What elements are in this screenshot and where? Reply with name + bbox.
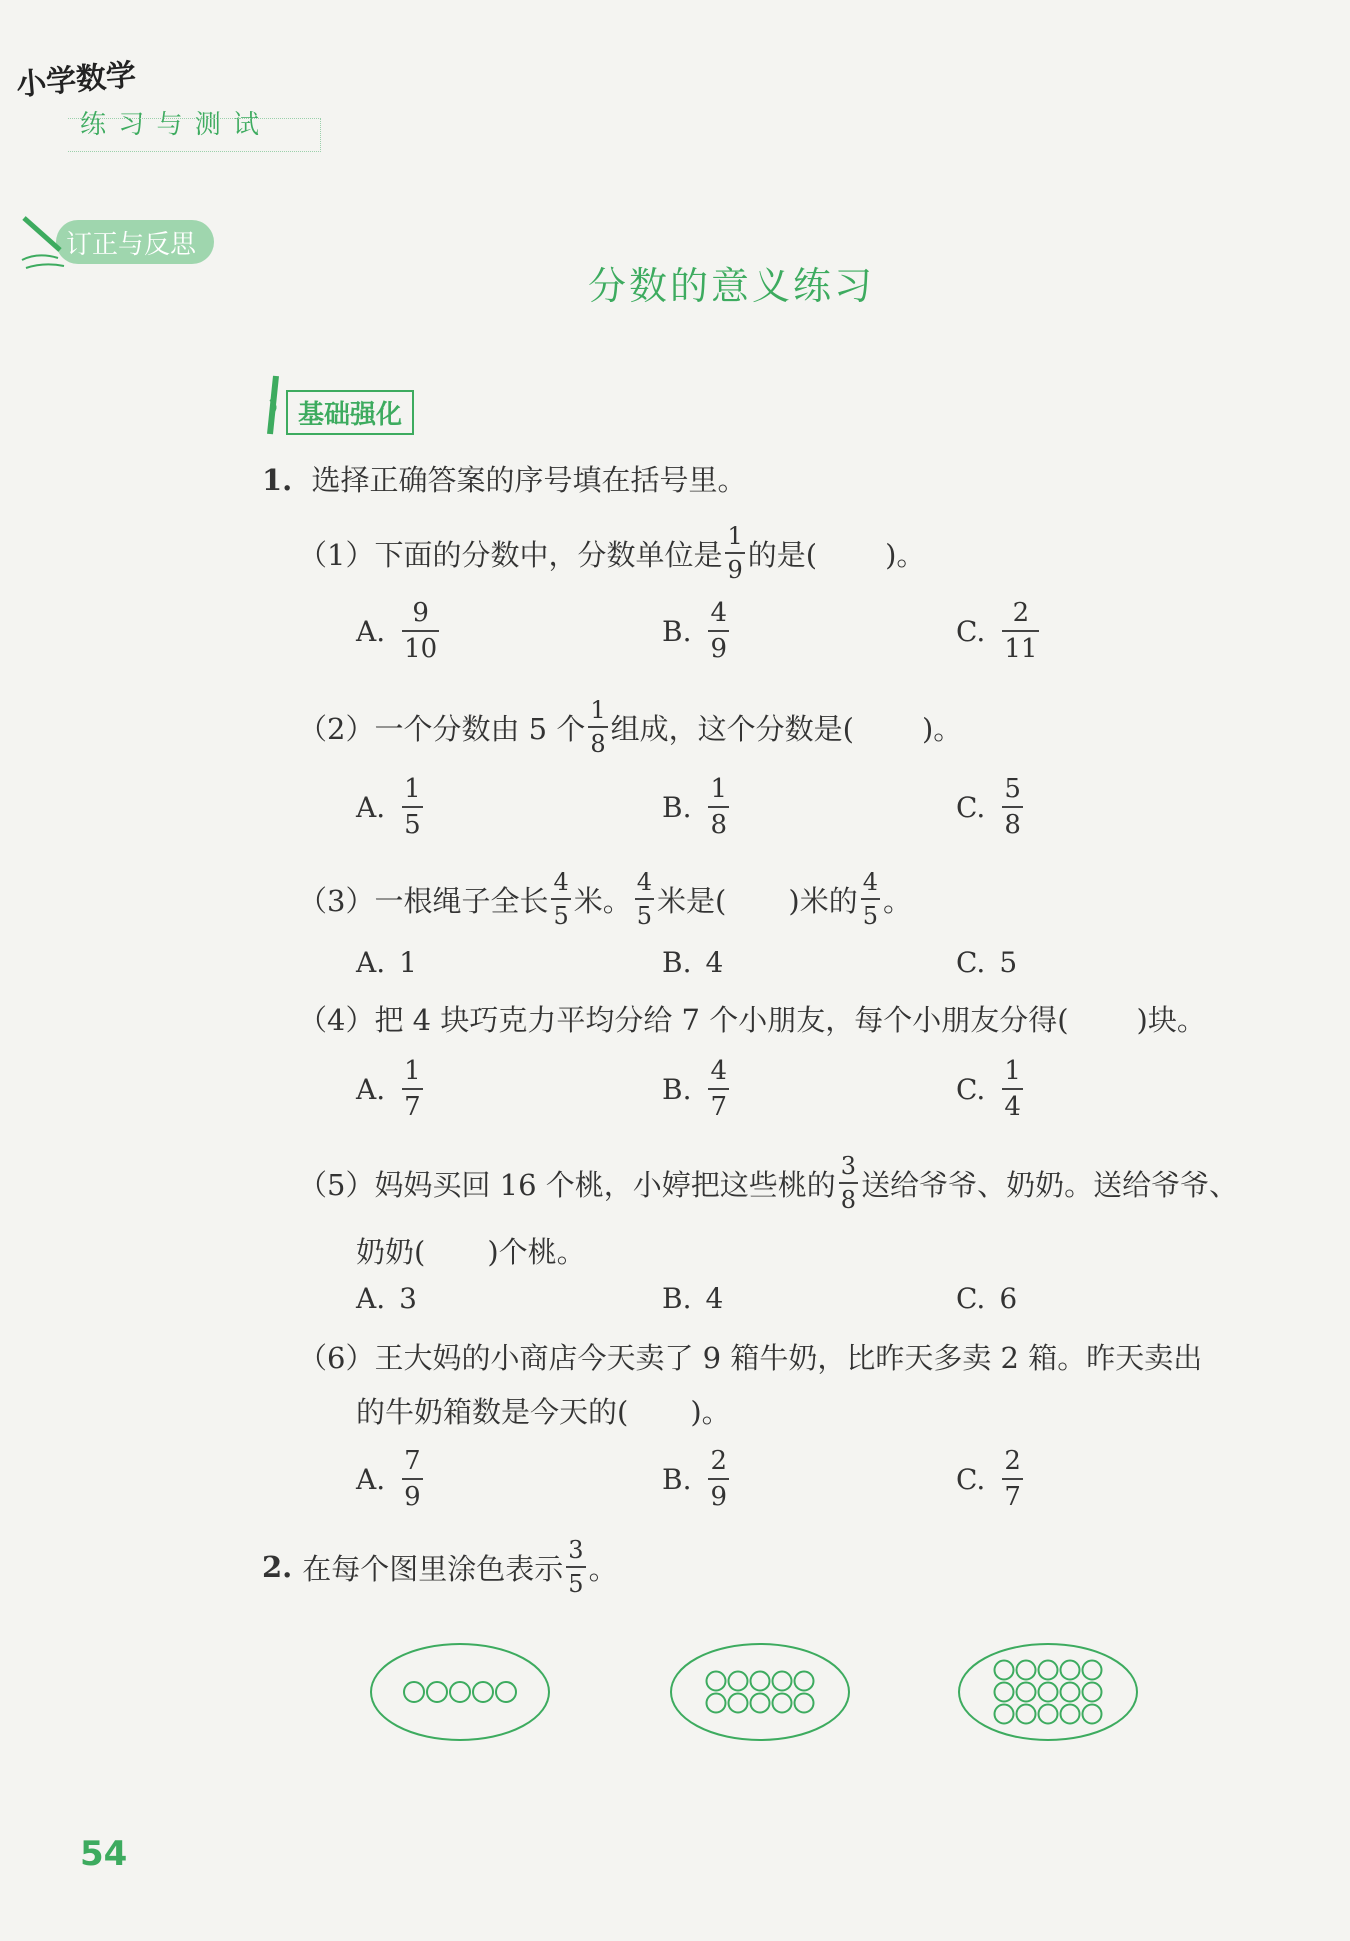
small-circle[interactable] bbox=[1017, 1705, 1036, 1724]
sub-text: )。 bbox=[690, 1395, 731, 1429]
sidebar-label-text: 订正与反思 bbox=[66, 230, 197, 260]
sub-text: )块。 bbox=[1136, 1003, 1206, 1037]
option-c[interactable]: C. $\frac{5}{8}$ bbox=[956, 774, 1021, 840]
sub-index: （6） bbox=[298, 1341, 375, 1375]
small-circle[interactable] bbox=[1039, 1661, 1058, 1680]
small-circle[interactable] bbox=[1039, 1683, 1058, 1702]
subquestion-2 bbox=[298, 698, 962, 756]
small-circle[interactable] bbox=[795, 1694, 814, 1713]
small-circle[interactable] bbox=[707, 1672, 726, 1691]
small-circle[interactable] bbox=[1083, 1705, 1102, 1724]
question-text: 。 bbox=[588, 1551, 618, 1586]
option-b[interactable]: B. 4 bbox=[662, 1282, 724, 1315]
sub-text: 奶奶( bbox=[356, 1235, 426, 1269]
option-c[interactable]: C. 5 bbox=[956, 946, 1018, 979]
question-number: 1. bbox=[262, 463, 293, 497]
sub-index: （4） bbox=[298, 1003, 375, 1037]
series-subtitle: 练 习 与 测 试 bbox=[80, 110, 262, 140]
series-title: 小学数学 bbox=[14, 57, 138, 104]
small-circle[interactable] bbox=[995, 1661, 1014, 1680]
subquestion-1 bbox=[298, 524, 925, 582]
section-title: 基础强化 bbox=[286, 390, 414, 435]
small-circle[interactable] bbox=[1017, 1683, 1036, 1702]
fraction: $\frac{4}{5}$ bbox=[636, 868, 653, 930]
sub-text: 。 bbox=[882, 883, 912, 918]
sub-text: 一个分数由 5 个 bbox=[374, 711, 586, 746]
small-circle[interactable] bbox=[995, 1705, 1014, 1724]
figure-1[interactable] bbox=[368, 1640, 552, 1744]
small-circle[interactable] bbox=[450, 1682, 470, 1702]
sub-text: 的牛奶箱数是今天的( bbox=[356, 1395, 629, 1429]
subquestion-5 bbox=[298, 1154, 1238, 1212]
option-b[interactable]: B. $\frac{1}{8}$ bbox=[662, 774, 728, 840]
question-text: 选择正确答案的序号填在括号里。 bbox=[311, 463, 747, 497]
option-b[interactable]: B. $\frac{2}{9}$ bbox=[662, 1446, 728, 1512]
small-circle[interactable] bbox=[751, 1672, 770, 1691]
option-c[interactable]: C. $\frac{2}{7}$ bbox=[956, 1446, 1021, 1512]
small-circle[interactable] bbox=[1039, 1705, 1058, 1724]
small-circle[interactable] bbox=[1083, 1683, 1102, 1702]
figure-2[interactable] bbox=[668, 1640, 852, 1744]
subquestion-5-line2 bbox=[356, 1230, 586, 1271]
option-c[interactable]: C. 6 bbox=[956, 1282, 1018, 1315]
sub-text: 妈妈买回 16 个桃，小婷把这些桃的 bbox=[374, 1167, 836, 1202]
figure-outline bbox=[371, 1644, 549, 1740]
small-circle[interactable] bbox=[729, 1672, 748, 1691]
option-c[interactable]: C. $\frac{2}{11}$ bbox=[956, 598, 1038, 664]
fraction: $\frac{3}{8}$ bbox=[840, 1152, 857, 1214]
sub-text: 送给爷爷、奶奶。送给爷爷、 bbox=[861, 1167, 1239, 1202]
fraction: $\frac{1}{9}$ bbox=[727, 522, 743, 584]
small-circle[interactable] bbox=[1061, 1683, 1080, 1702]
fraction: $\frac{4}{5}$ bbox=[553, 868, 569, 930]
option-b[interactable]: B. $\frac{4}{7}$ bbox=[662, 1056, 728, 1122]
small-circle[interactable] bbox=[773, 1694, 792, 1713]
question-2 bbox=[262, 1538, 618, 1596]
sub-text: 米是( bbox=[657, 883, 727, 918]
sub-index: （2） bbox=[298, 711, 375, 746]
sub-text: 把 4 块巧克力平均分给 7 个小朋友，每个小朋友分得( bbox=[374, 1003, 1069, 1037]
page-title: 分数的意义练习 bbox=[588, 264, 876, 308]
figure-3[interactable] bbox=[956, 1640, 1140, 1744]
small-circle[interactable] bbox=[1061, 1705, 1080, 1724]
fraction: $\frac{1}{8}$ bbox=[590, 696, 606, 758]
small-circle[interactable] bbox=[427, 1682, 447, 1702]
sub-index: （3） bbox=[298, 883, 375, 918]
option-b[interactable]: B. 4 bbox=[662, 946, 724, 979]
sub-text: )米的 bbox=[788, 883, 858, 918]
sub-text: 组成，这个分数是( bbox=[610, 711, 854, 746]
option-a[interactable]: A. $\frac{1}{7}$ bbox=[356, 1056, 421, 1122]
sub-text: 下面的分数中，分数单位是 bbox=[374, 537, 723, 572]
sub-text: )个桃。 bbox=[487, 1235, 586, 1269]
fraction: $\frac{3}{5}$ bbox=[568, 1536, 584, 1598]
subquestion-3 bbox=[298, 870, 912, 928]
sub-text: )。 bbox=[921, 711, 963, 746]
option-a[interactable]: A. $\frac{7}{9}$ bbox=[356, 1446, 421, 1512]
subquestion-4 bbox=[298, 998, 1206, 1039]
small-circle[interactable] bbox=[1017, 1661, 1036, 1680]
sub-index: （1） bbox=[298, 537, 375, 572]
option-a[interactable]: A. $\frac{9}{10}$ bbox=[356, 598, 438, 664]
sub-index: （5） bbox=[298, 1167, 375, 1202]
option-a[interactable]: A. 3 bbox=[356, 1282, 417, 1315]
small-circle[interactable] bbox=[995, 1683, 1014, 1702]
option-c[interactable]: C. $\frac{1}{4}$ bbox=[956, 1056, 1021, 1122]
sub-text: 米。 bbox=[573, 883, 632, 918]
small-circle[interactable] bbox=[404, 1682, 424, 1702]
small-circle[interactable] bbox=[795, 1672, 814, 1691]
small-circle[interactable] bbox=[773, 1672, 792, 1691]
question-1 bbox=[262, 458, 747, 499]
subtitle-dotted-box bbox=[68, 118, 321, 152]
option-a[interactable]: A. 1 bbox=[356, 946, 417, 979]
small-circle[interactable] bbox=[1061, 1661, 1080, 1680]
option-a[interactable]: A. $\frac{1}{5}$ bbox=[356, 774, 421, 840]
small-circle[interactable] bbox=[729, 1694, 748, 1713]
option-b[interactable]: B. $\frac{4}{9}$ bbox=[662, 598, 728, 664]
sub-text: 王大妈的小商店今天卖了 9 箱牛奶，比昨天多卖 2 箱。昨天卖出 bbox=[374, 1341, 1203, 1375]
small-circle[interactable] bbox=[751, 1694, 770, 1713]
sub-text: 一根绳子全长 bbox=[374, 883, 549, 918]
question-number: 2. bbox=[262, 1550, 293, 1584]
figure-outline bbox=[671, 1644, 849, 1740]
sub-text: 的是( bbox=[747, 537, 818, 572]
small-circle[interactable] bbox=[707, 1694, 726, 1713]
sub-text: )。 bbox=[885, 537, 926, 572]
subquestion-6-line2 bbox=[356, 1390, 731, 1431]
question-text: 在每个图里涂色表示 bbox=[302, 1551, 564, 1586]
small-circle[interactable] bbox=[496, 1682, 516, 1702]
fraction: $\frac{4}{5}$ bbox=[862, 868, 878, 930]
correction-reflection-label bbox=[18, 212, 218, 276]
small-circle[interactable] bbox=[1083, 1661, 1102, 1680]
subquestion-6 bbox=[298, 1336, 1202, 1377]
page-number: 54 bbox=[80, 1834, 128, 1874]
figure-outline bbox=[959, 1644, 1137, 1740]
small-circle[interactable] bbox=[473, 1682, 493, 1702]
